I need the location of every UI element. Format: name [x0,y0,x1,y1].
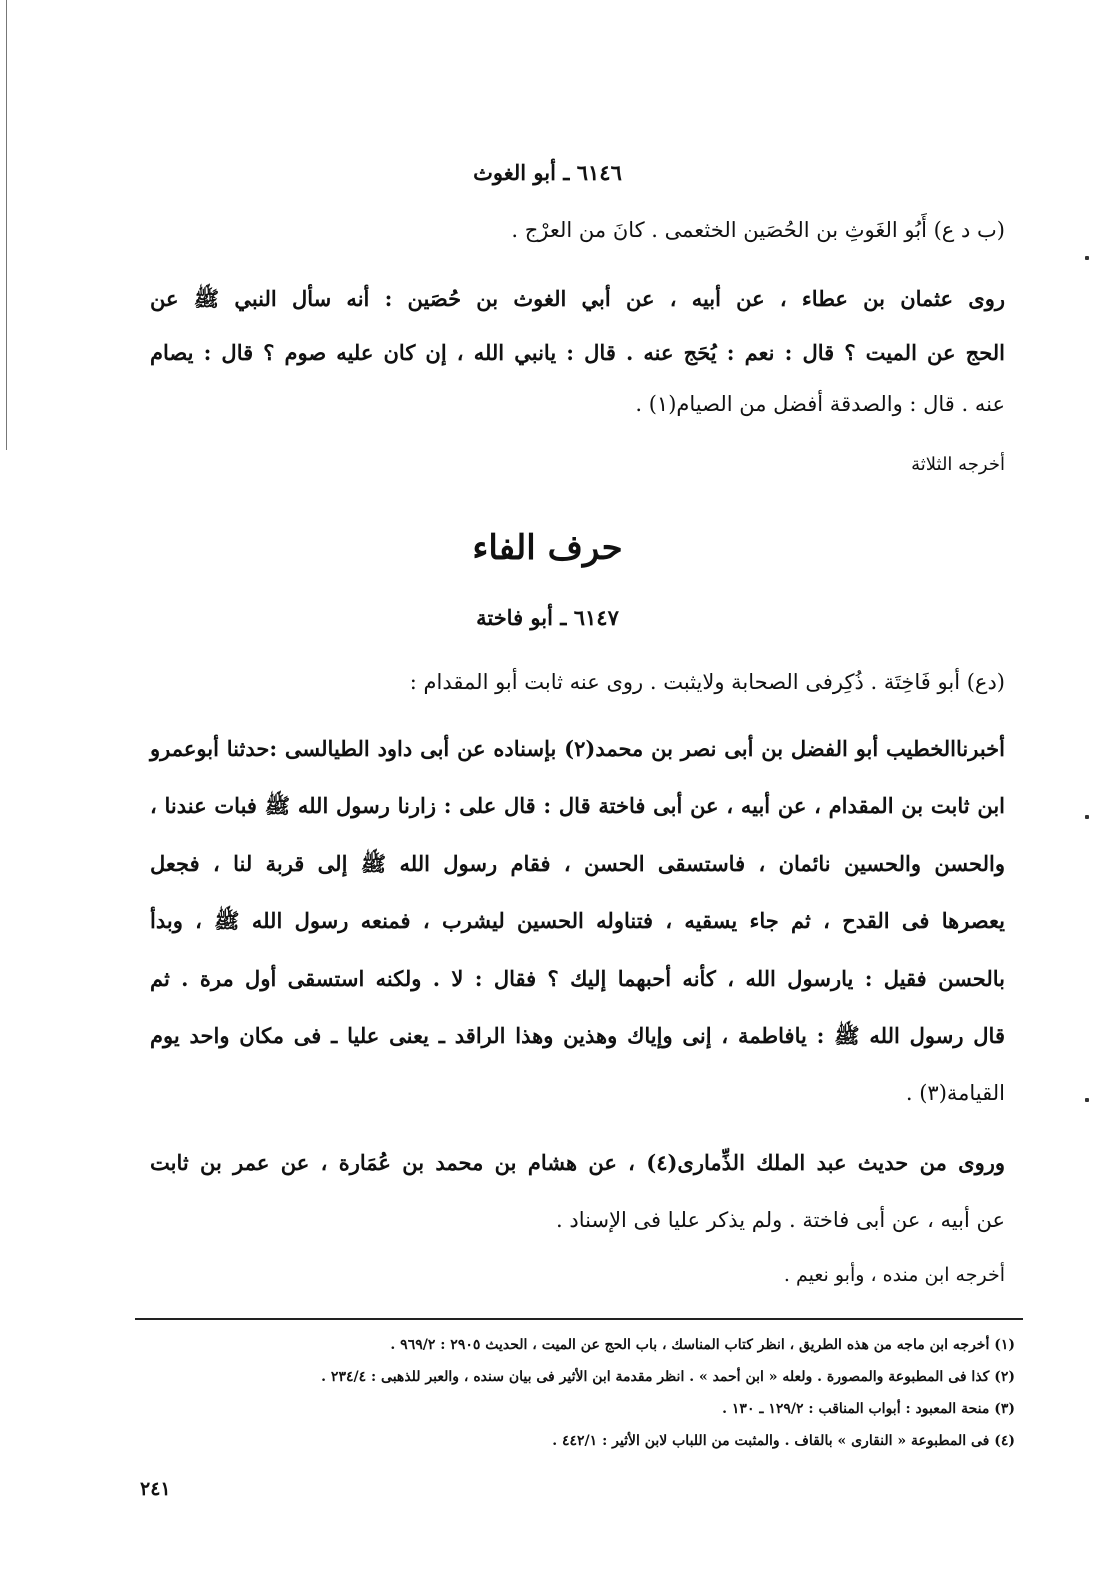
attribution [305,456,1005,486]
section-heading: حرف الفاء [472,528,623,568]
body-line: الحج عن الميت ؟ قال : نعم : يُحَج عنه . قال : يانبي الله ، إن كان عليه صوم ؟ قال : يصام [150,340,1005,365]
attribution-text: أخرجه الثلاثة [911,454,1005,475]
footnote-divider [135,1318,1023,1320]
entry-header-line [150,672,1005,702]
body-line: عنه . قال : والصدقة أفضل من الصيام(١) . [635,392,1005,416]
body-line: عن أبيه ، عن أبى فاختة . ولم يذكر عليا فى الإسناد . [556,1208,1005,1232]
entry-body [150,1152,1005,1252]
entry-title: ٦١٤٧ ـ أبو فاختة [476,605,619,630]
footnote: (٢) كذا فى المطبوعة والمصورة . ولعله « ابن أحمد » . انظر مقدمة ابن الأثير فى بيان سنده ، والعبر للذهبى : ٢٣٤/٤ . [321,1369,1015,1385]
scan-speck [1085,815,1089,819]
attribution [305,1266,1005,1296]
entry-body [150,288,1005,448]
body-line: والحسن والحسين نائمان ، فاستسقى الحسن ، فقام رسول الله ﷺ إلى قربة لنا ، فجعل [150,851,1005,876]
body-line: روى عثمان بن عطاء ، عن أبيه ، عن أبي الغوث بن حُصَين : أنه سأل النبي ﷺ عن [150,286,1005,311]
body-line: القيامة(٣) . [905,1081,1005,1105]
entry-header-line [150,220,1005,250]
footnote: (١) أخرجه ابن ماجه من هذه الطريق ، انظر كتاب المناسك ، باب الحج عن الميت ، الحديث ٢٩٠٥ : ٩٦٩/٢ . [390,1337,1015,1353]
page-number: ٢٤١ [140,1478,171,1500]
entry-title: ٦١٤٦ ـ أبو الغوث [473,160,622,185]
body-line: يعصرها فى القدح ، ثم جاء يسقيه ، فتناوله الحسين ليشرب ، فمنعه رسول الله ﷺ ، وبدأ [150,908,1005,933]
entry-body [150,738,1005,1118]
entry-header: (دع) أبو فَاخِتَة . ذُكِرفى الصحابة ولايثبت . روى عنه ثابت أبو المقدام : [409,670,1005,694]
footnote: (٣) منحة المعبود : أبواب المناقب : ١٢٩/٢ ـ ١٣٠ . [722,1401,1015,1417]
body-line: وروى من حديث عبد الملك الذِّمارى(٤) ، عن هشام بن محمد بن عُمَارة ، عن عمر بن ثابت [150,1150,1005,1175]
body-line: قال رسول الله ﷺ : يافاطمة ، إنى وإياك وهذين وهذا الراقد ـ يعنى عليا ـ فى مكان واحد يوم [150,1023,1005,1048]
footnotes [147,1338,1015,1468]
body-line: أخبرناالخطيب أبو الفضل بن أبى نصر بن محمد(٢) بإسناده عن أبى داود الطيالسى :حدثنا أبوعمرو [150,736,1005,761]
scan-speck [1085,256,1089,260]
attribution-text: أخرجه ابن منده ، وأبو نعيم . [783,1264,1005,1286]
body-line: بالحسن فقيل : يارسول الله ، كأنه أحبهما إليك ؟ فقال : لا . ولكنه استسقى أول مرة . ثم [150,966,1005,991]
scan-speck [1085,1098,1089,1102]
page-edge-line [6,0,7,450]
footnote: (٤) فى المطبوعة « النقارى » بالقاف . والمثبت من اللباب لابن الأثير : ٤٤٢/١ . [552,1433,1015,1449]
entry-header: (ب د ع) أَبُو الغَوثِ بن الحُصَين الخثعمى . كانَ من العرْج . [511,218,1005,242]
body-line: ابن ثابت بن المقدام ، عن أبيه ، عن أبى فاختة قال : قال على : زارنا رسول الله ﷺ فبات عندنا ، [150,793,1005,818]
